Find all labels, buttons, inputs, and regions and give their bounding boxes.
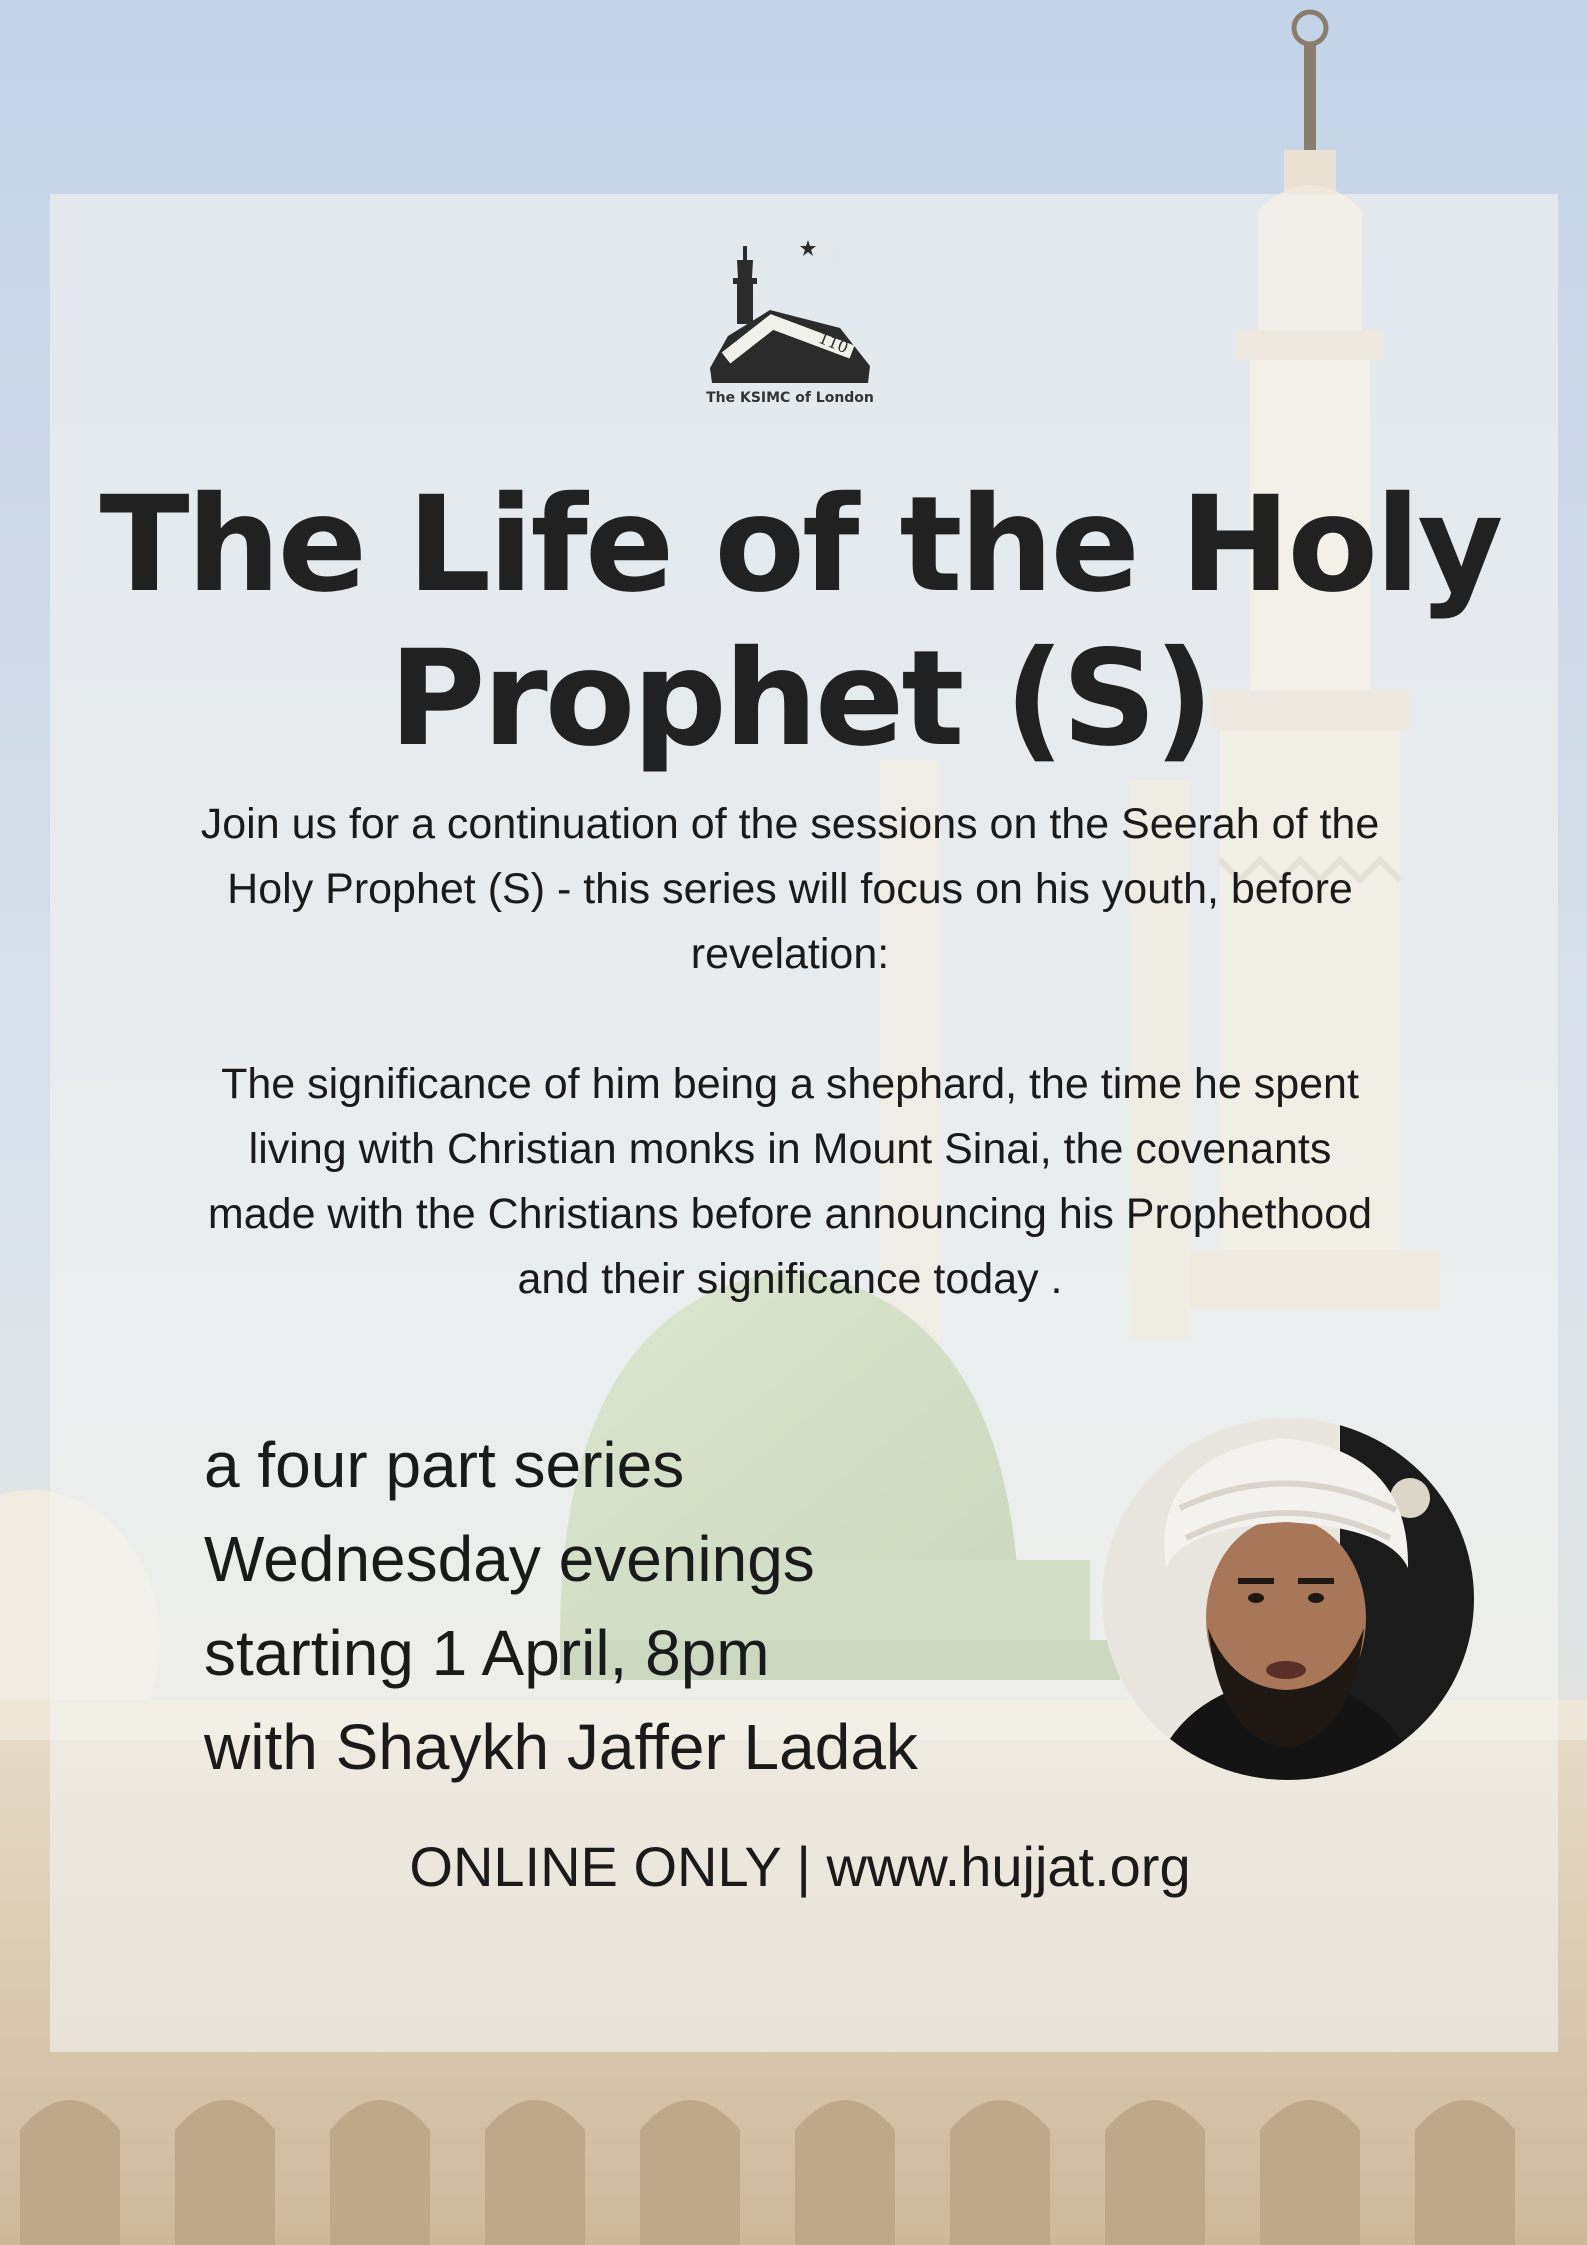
series-info: a four part series [204, 1429, 685, 1501]
event-details [204, 1418, 1104, 1794]
start-info: starting 1 April, 8pm [204, 1617, 770, 1689]
page-title [80, 468, 1520, 776]
svg-text:786: 786 [730, 348, 767, 380]
description-topics: The significance of him being a shephard, the time he spent living with Christian monks in Mount Sinai, the covenants made with the Christians before announcing his Prophethood and their significance today . [207, 1060, 1373, 1303]
title-line-1: The Life of the Holy [99, 468, 1501, 622]
footer-info: ONLINE ONLY | www.hujjat.org [409, 1835, 1191, 1898]
speaker-info: with Shaykh Jaffer Ladak [204, 1711, 918, 1783]
speaker-photo [1090, 1418, 1474, 1780]
description-intro: Join us for a continuation of the sessions on the Seerah of the Holy Prophet (S) - this series will focus on his youth, before revelation: [200, 800, 1380, 978]
organization-name: The KSIMC of London [706, 390, 874, 406]
day-info: Wednesday evenings [204, 1523, 815, 1595]
title-line-2: Prophet (S) [388, 622, 1212, 776]
svg-text:110: 110 [815, 328, 852, 358]
